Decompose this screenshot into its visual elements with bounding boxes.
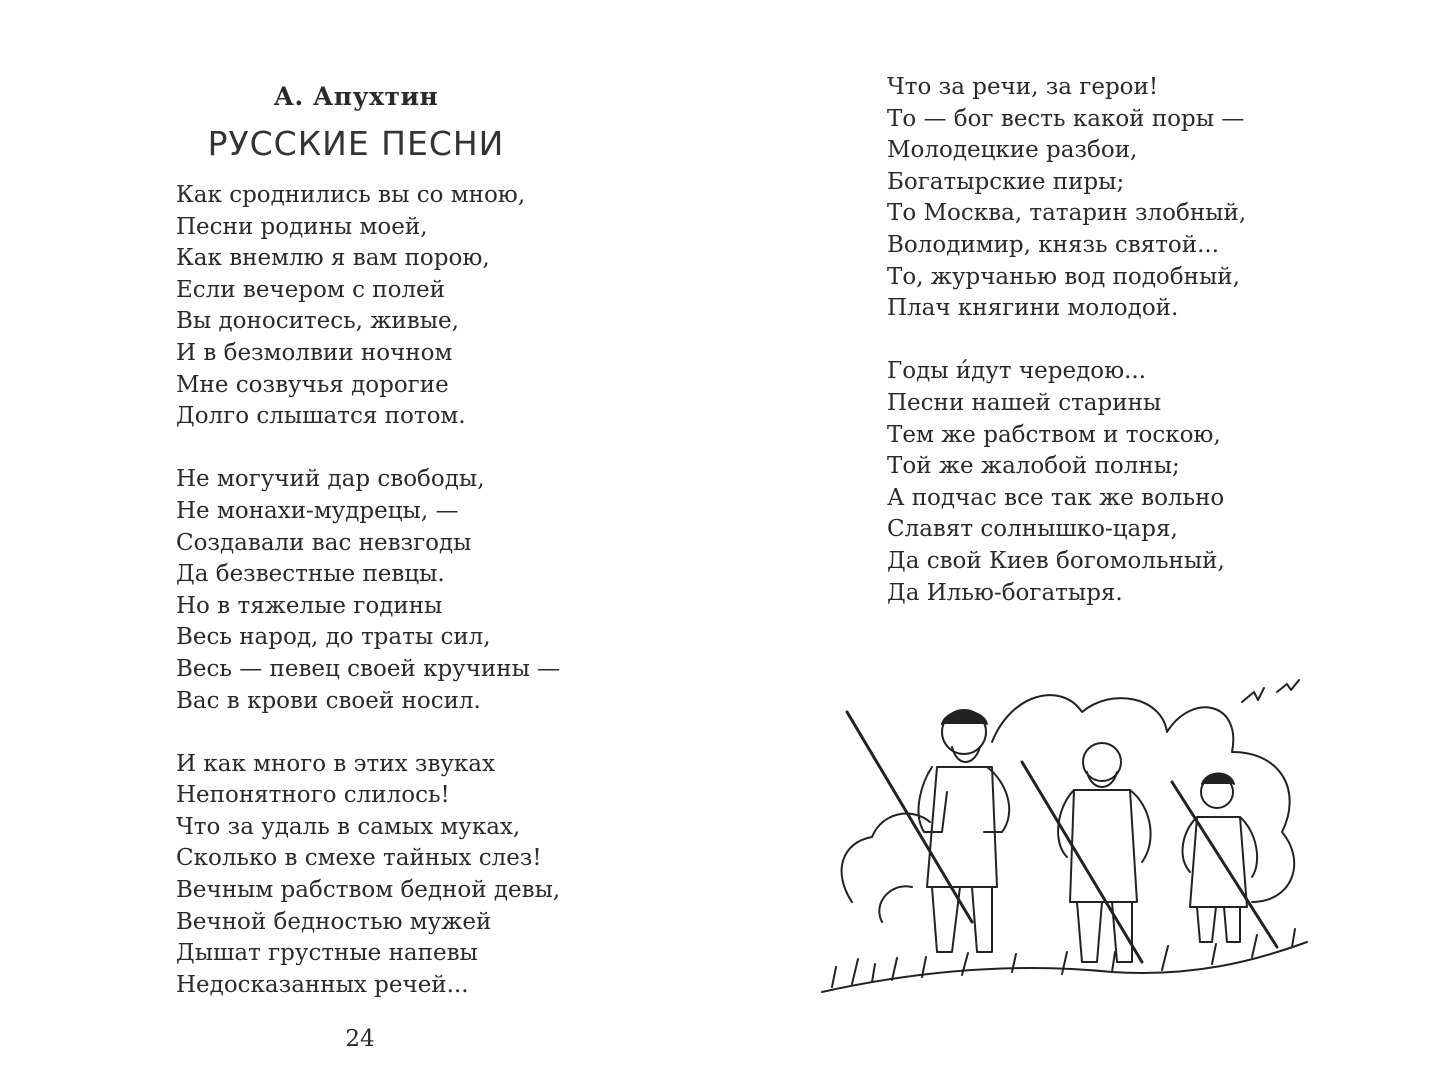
verse-line: Непонятного слилось! xyxy=(176,782,450,809)
page-number: 24 xyxy=(345,1026,375,1052)
verse-line: Недосказанных речей... xyxy=(176,971,469,998)
verse-line: Не монахи-мудрецы, — xyxy=(176,497,459,524)
verse-line: То — бог весть какой поры — xyxy=(887,105,1245,132)
verse-line: Славят солнышко-царя, xyxy=(887,516,1178,543)
verse-line: И как много в этих звуках xyxy=(176,750,495,777)
verse-line: И в безмолвии ночном xyxy=(176,339,453,366)
verse-line: Да безвестные певцы. xyxy=(176,561,445,588)
left-column xyxy=(176,180,560,1033)
verse-line: Дышат грустные напевы xyxy=(176,940,478,967)
verse-line: Весь — певец своей кручины — xyxy=(176,655,561,682)
verse-line: Что за удаль в самых муках, xyxy=(176,813,521,840)
verse-line: Создавали вас невзгоды xyxy=(176,529,472,556)
stanza xyxy=(176,464,560,717)
stanza xyxy=(887,72,1246,325)
verse-line: Но в тяжелые годины xyxy=(176,592,443,619)
verse-line: Сколько в смехе тайных слез! xyxy=(176,845,542,872)
verse-line: Молодецкие разбои, xyxy=(887,137,1138,164)
author-name: А. Апухтин xyxy=(273,82,439,111)
poem-title: РУССКИЕ ПЕСНИ xyxy=(207,124,505,163)
verse-line: Годы и́дут чередою... xyxy=(887,358,1147,385)
right-column xyxy=(887,72,1246,641)
verse-line: Да Илью-богатыря. xyxy=(887,579,1123,606)
verse-line: Песни родины моей, xyxy=(176,213,428,240)
mowers-illustration xyxy=(812,672,1312,1006)
verse-line: Той же жалобой полны; xyxy=(887,453,1180,480)
verse-line: Не могучий дар свободы, xyxy=(176,466,485,493)
verse-line: То Москва, татарин злобный, xyxy=(887,200,1247,227)
stanza xyxy=(176,180,560,433)
verse-line: Мне созвучья дорогие xyxy=(176,371,449,398)
verse-line: Весь народ, до траты сил, xyxy=(176,624,491,651)
verse-line: Вас в крови своей носил. xyxy=(176,687,481,714)
verse-line: Вечным рабством бедной девы, xyxy=(176,877,561,904)
verse-line: То, журчанью вод подобный, xyxy=(887,263,1240,290)
verse-line: Долго слышатся потом. xyxy=(176,403,466,430)
verse-line: Как внемлю я вам порою, xyxy=(176,245,490,272)
verse-line: Тем же рабством и тоскою, xyxy=(887,421,1221,448)
stanza xyxy=(176,749,560,1002)
verse-line: А подчас все так же вольно xyxy=(887,484,1225,511)
stanza xyxy=(887,356,1246,609)
verse-line: Как сроднились вы со мною, xyxy=(176,182,526,208)
verse-line: Плач княгини молодой. xyxy=(887,295,1179,322)
verse-line: Да свой Киев богомольный, xyxy=(887,547,1225,574)
verse-line: Богатырские пиры; xyxy=(887,168,1125,195)
verse-line: Вы доноситесь, живые, xyxy=(176,308,459,335)
verse-line: Песни нашей старины xyxy=(887,389,1162,416)
verse-line: Если вечером с полей xyxy=(176,276,445,303)
verse-line: Что за речи, за герои! xyxy=(887,74,1159,100)
verse-line: Володимир, князь святой... xyxy=(887,231,1220,258)
verse-line: Вечной бедностью мужей xyxy=(176,908,492,935)
